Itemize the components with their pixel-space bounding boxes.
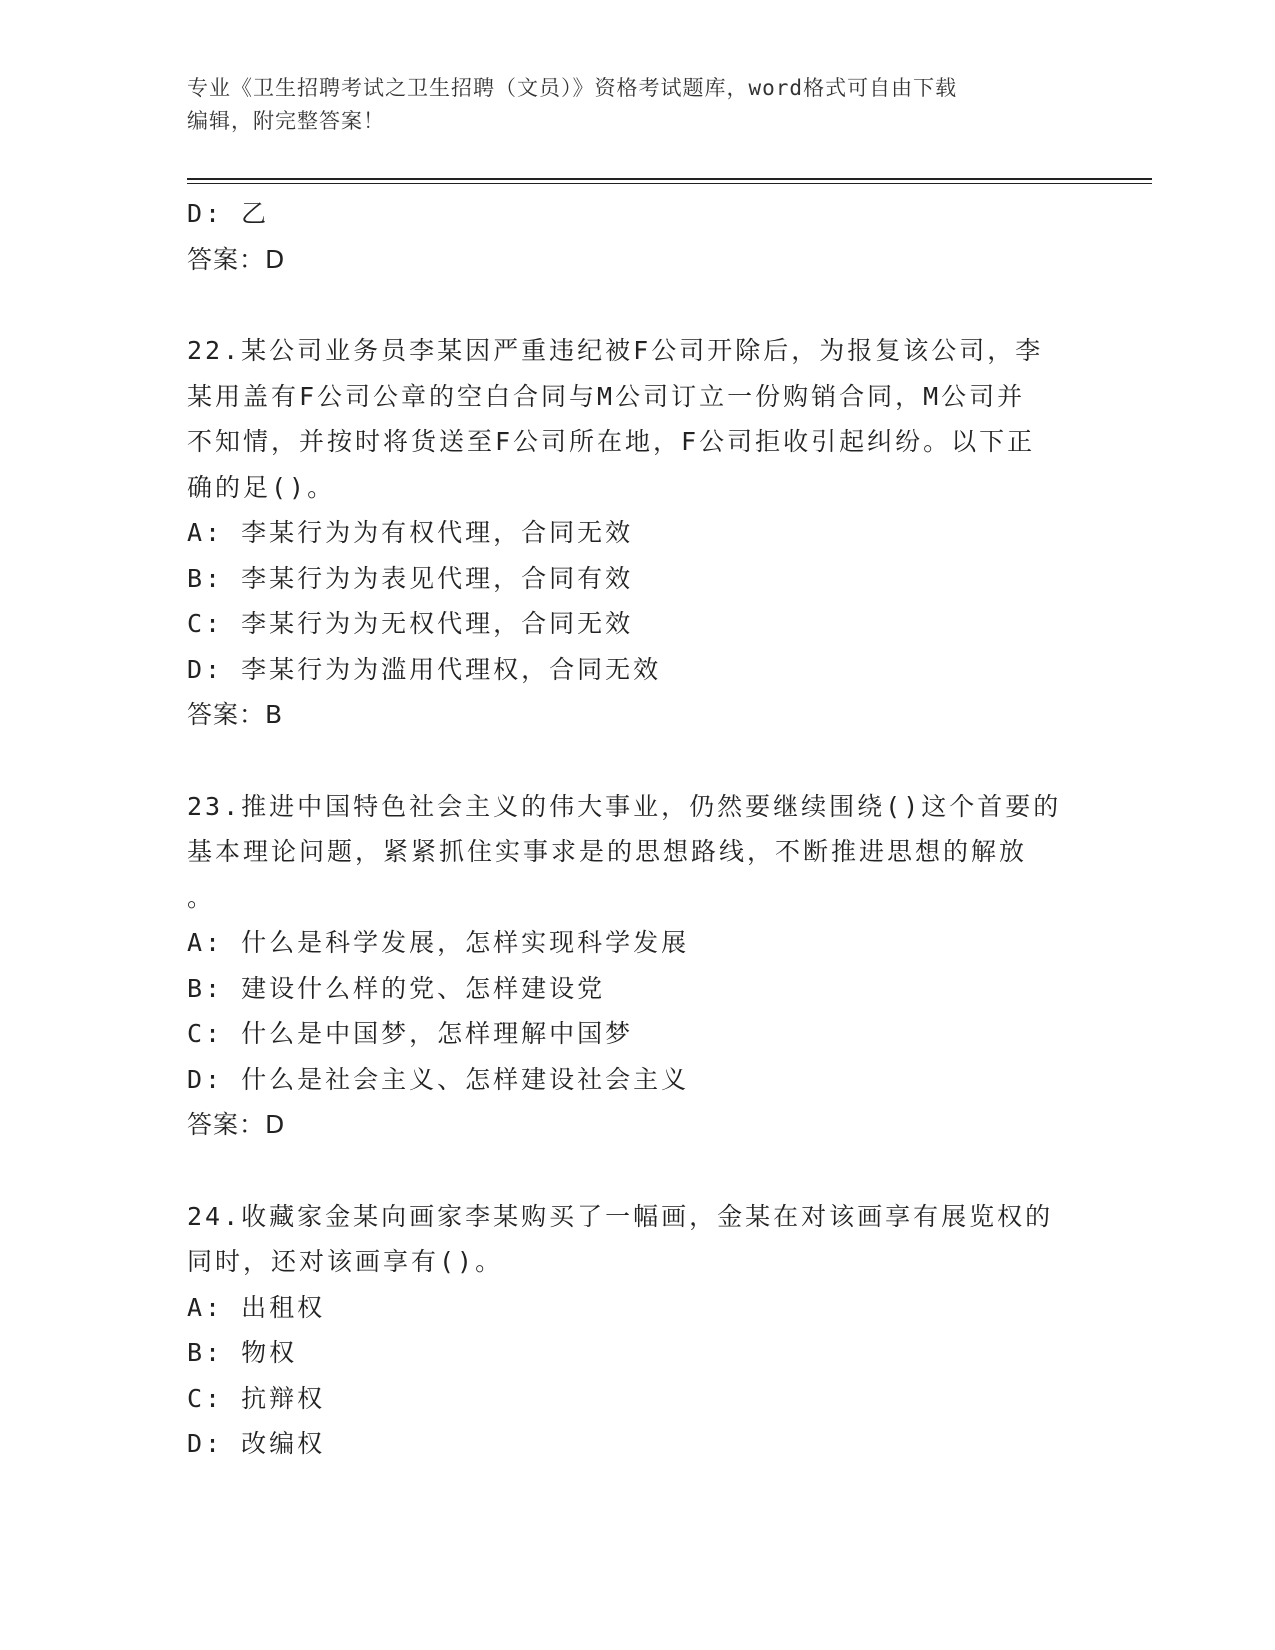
header-divider-thick: [187, 178, 1152, 180]
question-23: [187, 784, 1087, 1148]
option-a: A: 什么是科学发展，怎样实现科学发展: [187, 928, 690, 957]
document-header: [187, 72, 1087, 138]
previous-question-tail: [187, 191, 1087, 282]
option-list: [187, 510, 1087, 692]
option-d: D: 什么是社会主义、怎样建设社会主义: [187, 1064, 690, 1094]
question-text-line: 确的足()。: [187, 472, 336, 502]
question-text-line: 24.收藏家金某向画家李某购买了一幅画，金某在对该画享有展览权的: [187, 1201, 1054, 1231]
question-text-line: 不知情，并按时将货送至F公司所在地，F公司拒收引起纠纷。以下正: [187, 427, 1036, 456]
question-text-line: 同时，还对该画享有()。: [187, 1247, 504, 1276]
option-list: [187, 920, 1087, 1102]
question-text-line: 。: [187, 882, 216, 912]
question-text-line: 23.推进中国特色社会主义的伟大事业，仍然要继续围绕()这个首要的: [187, 791, 1062, 821]
option-b: B: 物权: [187, 1338, 298, 1367]
option-b: B: 李某行为为表见代理，合同有效: [187, 563, 634, 593]
spacer: [187, 738, 1087, 784]
header-line-2: 编辑，附完整答案！: [187, 109, 385, 133]
header-divider-thin: [187, 183, 1152, 184]
question-22: [187, 328, 1087, 738]
option-b: B: 建设什么样的党、怎样建设党: [187, 973, 606, 1003]
answer-line: 答案：B: [187, 700, 284, 729]
option-d: D: 改编权: [187, 1429, 326, 1458]
document-body: [187, 191, 1087, 1467]
question-24: [187, 1194, 1087, 1467]
answer-line: 答案：D: [187, 1110, 286, 1139]
option-c: C: 抗辩权: [187, 1383, 326, 1413]
question-text-line: 某用盖有F公司公章的空白合同与M公司订立一份购销合同，M公司并: [187, 381, 1026, 411]
option-d: D: 李某行为为滥用代理权，合同无效: [187, 654, 662, 684]
option-list: [187, 1285, 1087, 1467]
option-c: C: 李某行为为无权代理，合同无效: [187, 609, 634, 638]
question-text-line: 22.某公司业务员李某因严重违纪被F公司开除后，为报复该公司，李: [187, 336, 1044, 365]
spacer: [187, 1148, 1087, 1194]
option-c: C: 什么是中国梦，怎样理解中国梦: [187, 1019, 634, 1048]
spacer: [187, 282, 1087, 328]
option-a: A: 出租权: [187, 1292, 326, 1322]
answer-line: 答案：D: [187, 244, 286, 274]
option-d: D: 乙: [187, 199, 270, 228]
option-a: A: 李某行为为有权代理，合同无效: [187, 518, 634, 547]
header-line-1: 专业《卫生招聘考试之卫生招聘（文员）》资格考试题库，word格式可自由下载: [187, 76, 958, 100]
question-text-line: 基本理论问题，紧紧抓住实事求是的思想路线，不断推进思想的解放: [187, 837, 1028, 866]
